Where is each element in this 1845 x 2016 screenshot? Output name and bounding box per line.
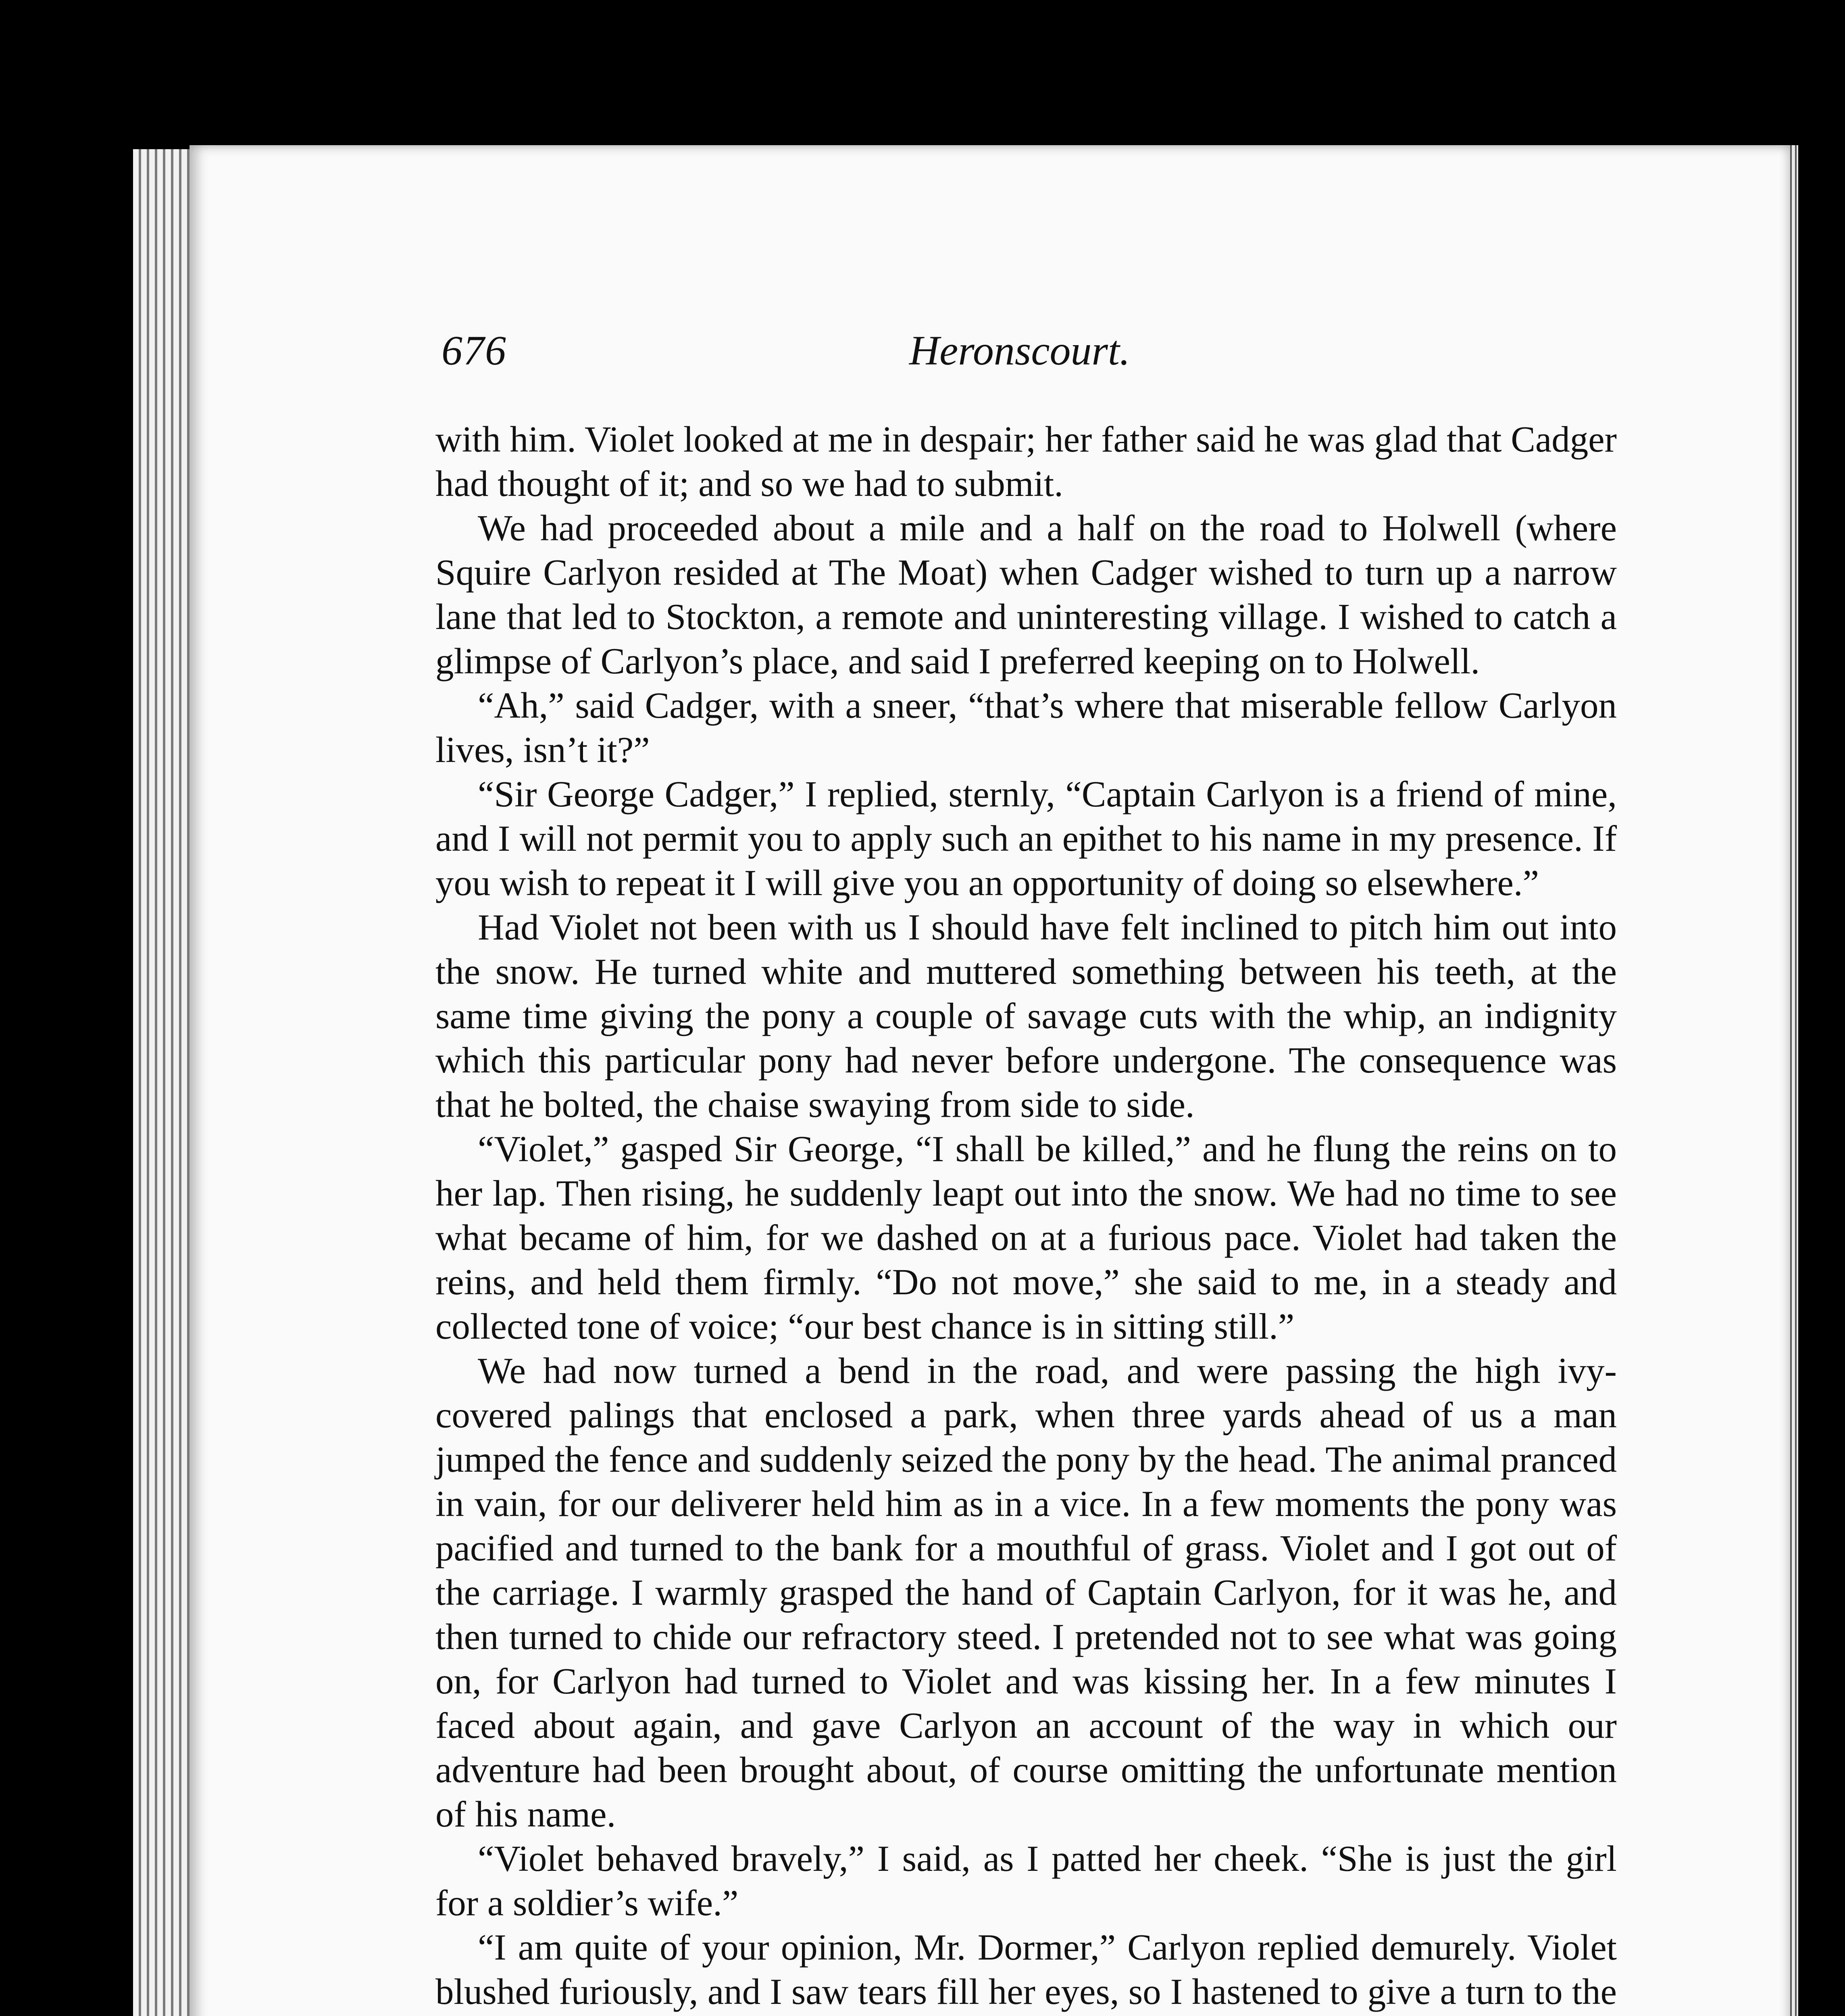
paragraph: “Violet behaved bravely,” I said, as I patted her cheek. “She is just the girl for a soldier’s wife.” (435, 1838, 1617, 1923)
page-header (441, 327, 1615, 387)
paragraph: We had proceeded about a mile and a half on the road to Holwell (where Squire Carlyon resided at The Moat) when Cadger wished to turn up a narrow lane that led to Stockton, a remote and uninteresting village. I wished to catch a glimpse of Carlyon’s place, and said I preferred keeping on to Holwell. (435, 508, 1617, 681)
book-binding-edge (133, 149, 198, 2016)
paragraph: We had now turned a bend in the road, and were passing the high ivy-covered palings that enclosed a park, when three yards ahead of us a man jumped the fence and suddenly seized the pony by the head. The animal pranced in vain, for our deliverer held him as in a vice. In a few moments the pony was pacified and turned to the bank for a mouthful of grass. Violet and I got out of the carriage. I warmly grasped the hand of Captain Carlyon, for it was he, and then turned to chide our refractory steed. I pretended not to see what was going on, for Carlyon had turned to Violet and was kissing her. In a few minutes I faced about again, and gave Carlyon an account of the way in which our adventure had been brought about, of course omitting the unfortunate mention of his name. (435, 1350, 1617, 1835)
body-text (435, 417, 1617, 2016)
paragraph: “Ah,” said Cadger, with a sneer, “that’s where that miserable fellow Carlyon lives, isn’t it?” (435, 685, 1617, 770)
paragraph: with him. Violet looked at me in despair; her father said he was glad that Cadger had thought of it; and so we had to submit. (435, 419, 1617, 504)
paragraph: Had Violet not been with us I should have felt inclined to pitch him out into the snow. He turned white and muttered something between his teeth, at the same time giving the pony a couple of savage cuts with the whip, an indignity which this particular pony had never before undergone. The consequence was that he bolted, the chaise swaying from side to side. (435, 907, 1617, 1125)
paragraph: “Violet,” gasped Sir George, “I shall be killed,” and he flung the reins on to her lap. Then rising, he suddenly leapt out into the snow. We had no time to see what became of him, for we dashed on at a furious pace. Violet had taken the reins, and held them firmly. “Do not move,” she said to me, in a steady and collected tone of voice; “our best chance is in sitting still.” (435, 1129, 1617, 1347)
running-title: Heronscourt. (909, 327, 1130, 374)
paragraph: “I am quite of your opinion, Mr. Dormer,” Carlyon replied demurely. Violet blushed furiously, and I saw tears fill her eyes, so I hastened to give a turn to the (435, 1927, 1617, 2012)
paragraph: “Sir George Cadger,” I replied, sternly, “Captain Carlyon is a friend of mine, and I will not permit you to apply such an epithet to his name in my presence. If you wish to repeat it I will give you an opportunity of doing so elsewhere.” (435, 774, 1617, 903)
page-number: 676 (441, 327, 507, 374)
